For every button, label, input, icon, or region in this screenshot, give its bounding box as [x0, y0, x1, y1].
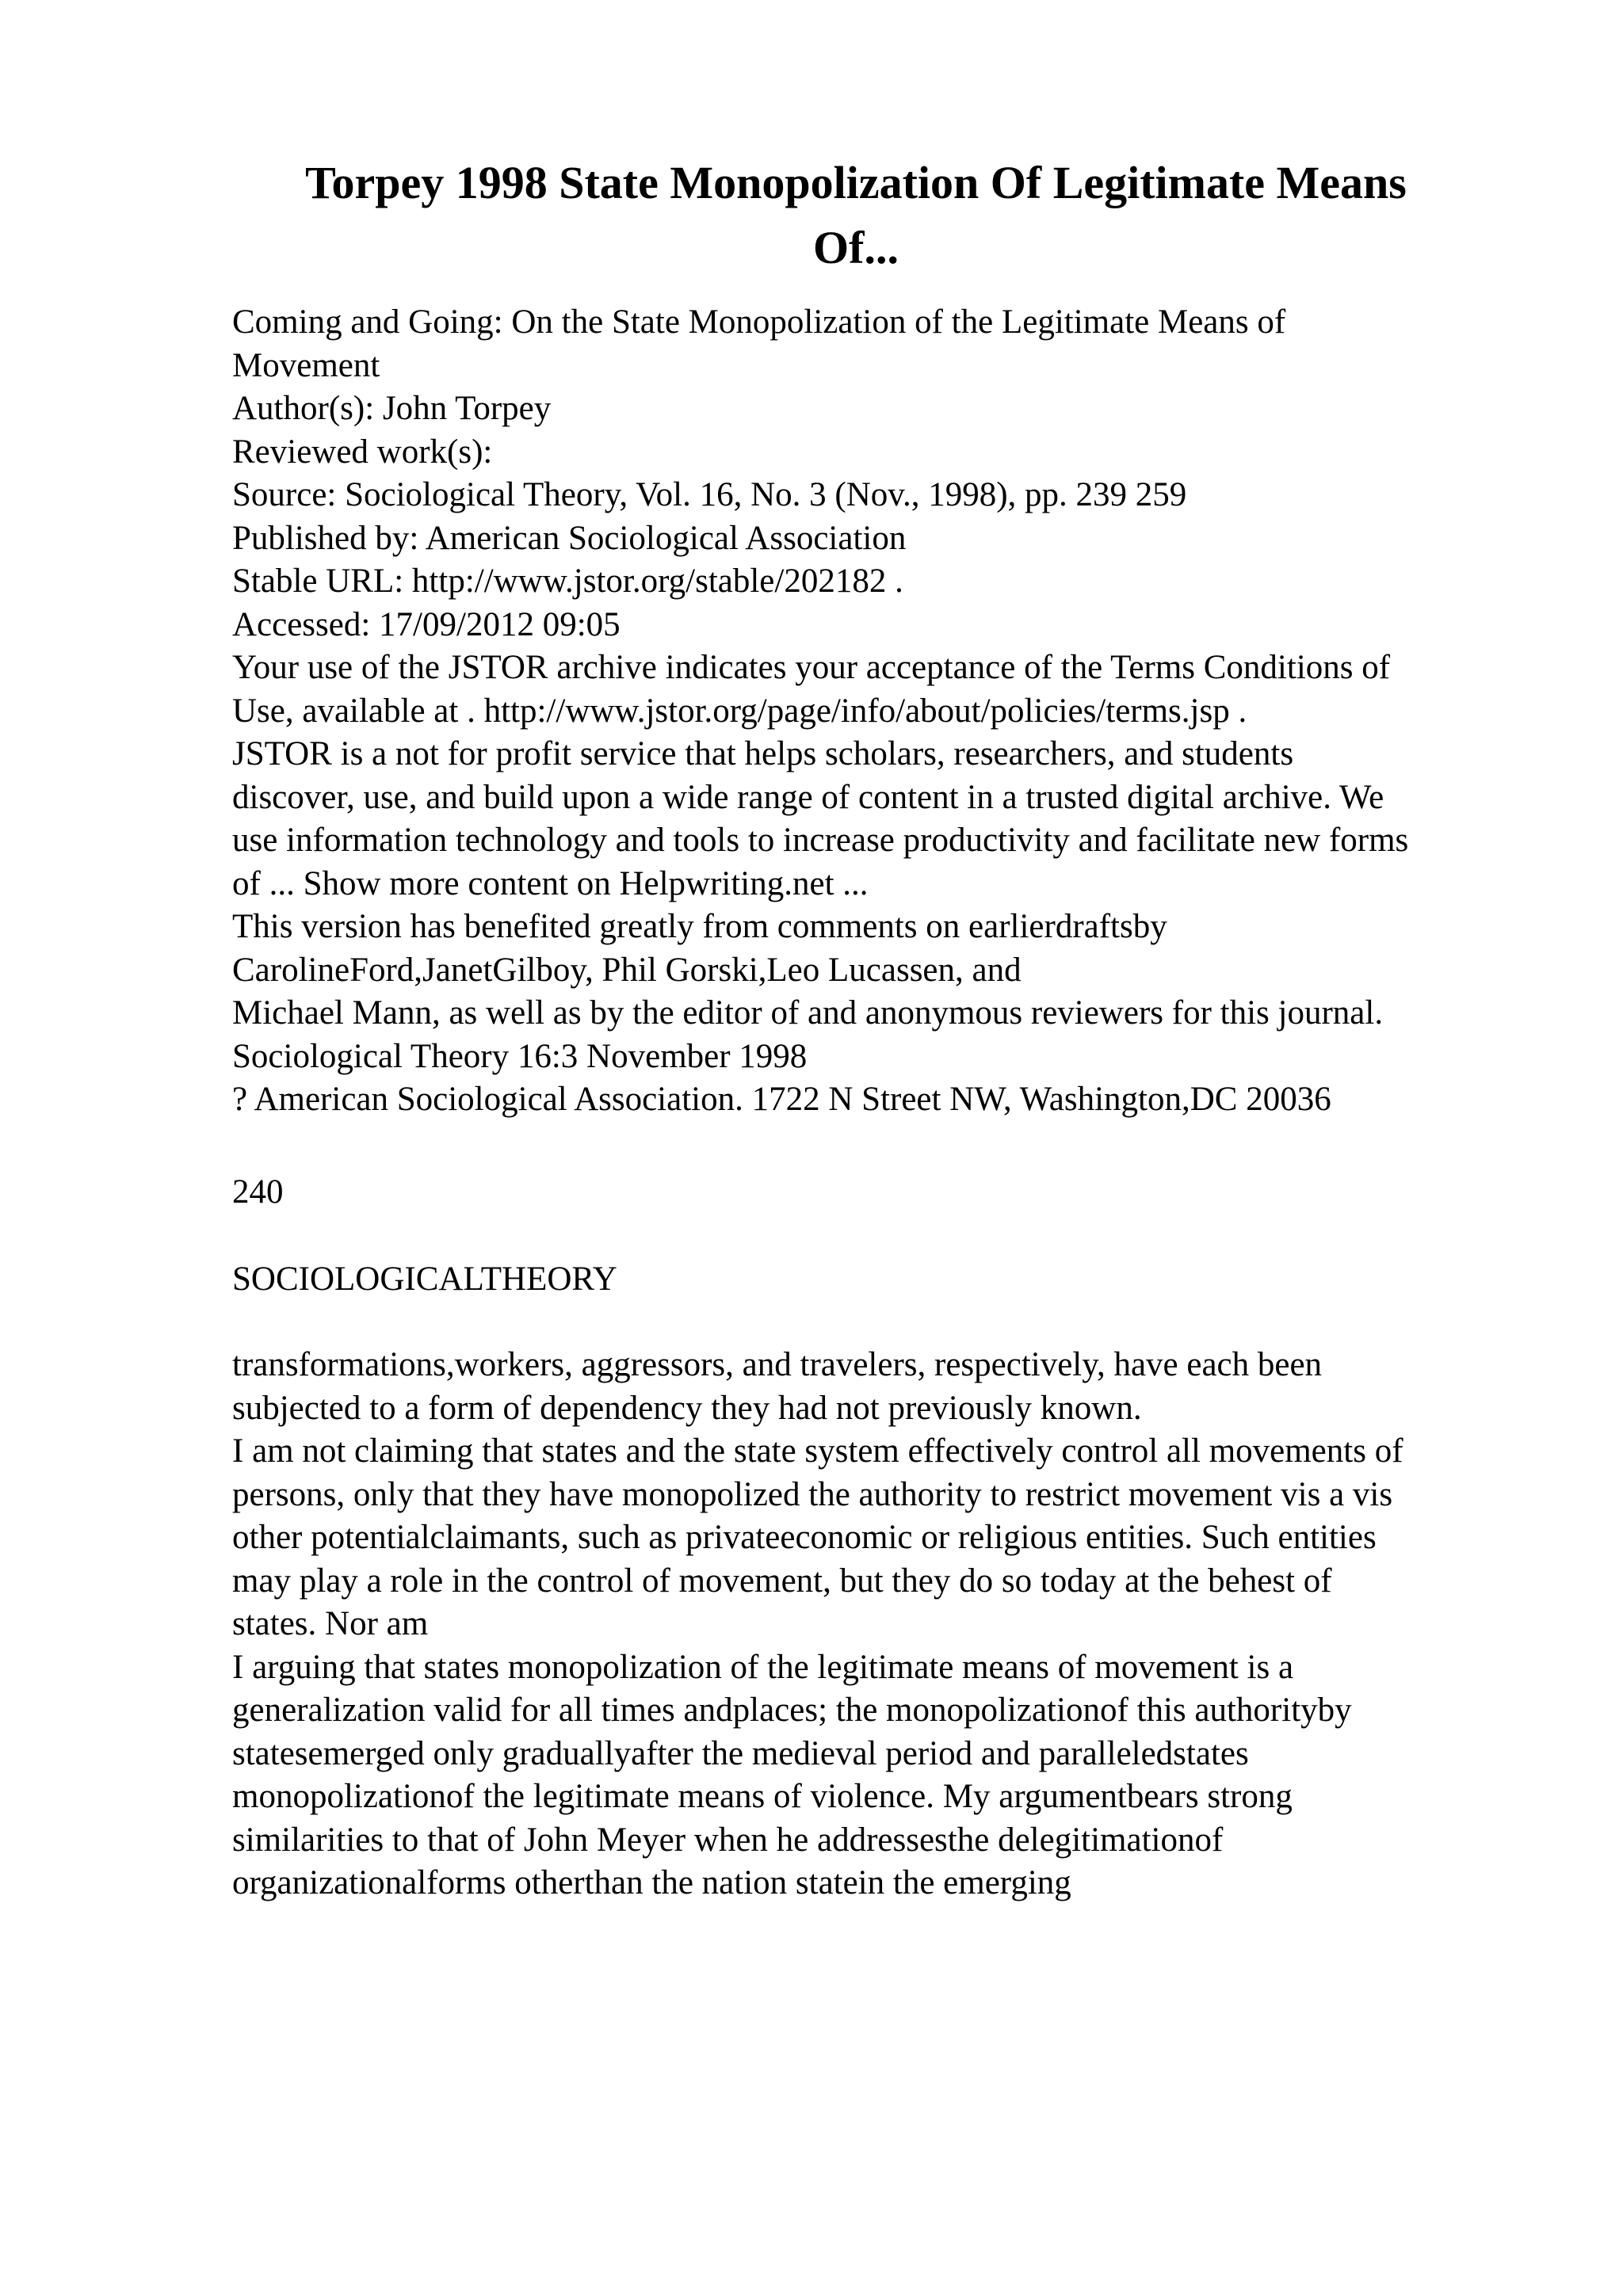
text-line: similarities to that of John Meyer when he addressesthe delegitimationof — [232, 1821, 1224, 1859]
text-line: subjected to a form of dependency they had not previously known. — [232, 1389, 1142, 1427]
text-line: Use, available at . http://www.jstor.org/page/info/about/policies/terms.jsp . — [232, 692, 1247, 730]
text-line: organizationalforms otherthan the nation statein the emerging — [232, 1864, 1071, 1901]
page-number-text: 240 — [232, 1173, 284, 1211]
text-line: use information technology and tools to increase productivity and facilitate new forms — [232, 822, 1409, 859]
text-line: Accessed: 17/09/2012 09:05 — [232, 605, 621, 643]
text-line: discover, use, and build upon a wide range of content in a trusted digital archive. We — [232, 778, 1384, 816]
page-number — [232, 1171, 1540, 1215]
text-line: may play a role in the control of movement, but they do so today at the behest of — [232, 1562, 1332, 1600]
text-line: I arguing that states monopolization of the legitimate means of movement is a — [232, 1648, 1294, 1686]
text-line: transformations,workers, aggressors, and travelers, respectively, have each been — [232, 1346, 1323, 1383]
text-line: Reviewed work(s): — [232, 433, 493, 471]
document-title — [230, 151, 1482, 280]
text-line: Coming and Going: On the State Monopolization of the Legitimate Means of — [232, 303, 1286, 341]
running-head — [232, 1258, 1540, 1302]
title-line: Of... — [813, 222, 899, 273]
text-line: Published by: American Sociological Association — [232, 519, 907, 557]
text-line: Author(s): John Torpey — [232, 390, 552, 427]
text-line: Your use of the JSTOR archive indicates your acceptance of the Terms Conditions of — [232, 649, 1391, 686]
text-line: Stable URL: http://www.jstor.org/stable/202182 . — [232, 563, 903, 600]
text-line: CarolineFord,JanetGilboy, Phil Gorski,Leo Lucassen, and — [232, 951, 1022, 989]
text-line: persons, only that they have monopolized the authority to restrict movement vis a vis — [232, 1475, 1393, 1513]
text-line: JSTOR is a not for profit service that helps scholars, researchers, and students — [232, 735, 1294, 772]
text-line: statesemerged only graduallyafter the medieval period and paralleledstates — [232, 1734, 1249, 1772]
text-line: This version has benefited greatly from comments on earlierdraftsby — [232, 908, 1167, 945]
text-line: generalization valid for all times andplaces; the monopolizationof this authorityby — [232, 1691, 1352, 1729]
running-head-text: SOCIOLOGICALTHEORY — [232, 1261, 617, 1298]
text-line: I am not claiming that states and the state system effectively control all movements of — [232, 1432, 1403, 1470]
text-line: monopolizationof the legitimate means of violence. My argumentbears strong — [232, 1778, 1293, 1815]
text-line: Movement — [232, 346, 380, 384]
text-line: ? American Sociological Association. 1722 N Street NW, Washington,DC 20036 — [232, 1081, 1331, 1118]
body-text — [232, 1344, 1540, 1905]
text-line: states. Nor am — [232, 1605, 429, 1642]
citation-metadata — [232, 301, 1540, 1122]
title-line: Torpey 1998 State Monopolization Of Legitimate Means — [305, 157, 1407, 208]
text-line: Sociological Theory 16:3 November 1998 — [232, 1037, 808, 1075]
text-line: of ... Show more content on Helpwriting.net ... — [232, 864, 869, 902]
text-line: other potentialclaimants, such as privateeconomic or religious entities. Such entities — [232, 1519, 1377, 1556]
text-line: Michael Mann, as well as by the editor of and anonymous reviewers for this journal. — [232, 994, 1384, 1032]
text-line: Source: Sociological Theory, Vol. 16, No. 3 (Nov., 1998), pp. 239 259 — [232, 476, 1187, 513]
